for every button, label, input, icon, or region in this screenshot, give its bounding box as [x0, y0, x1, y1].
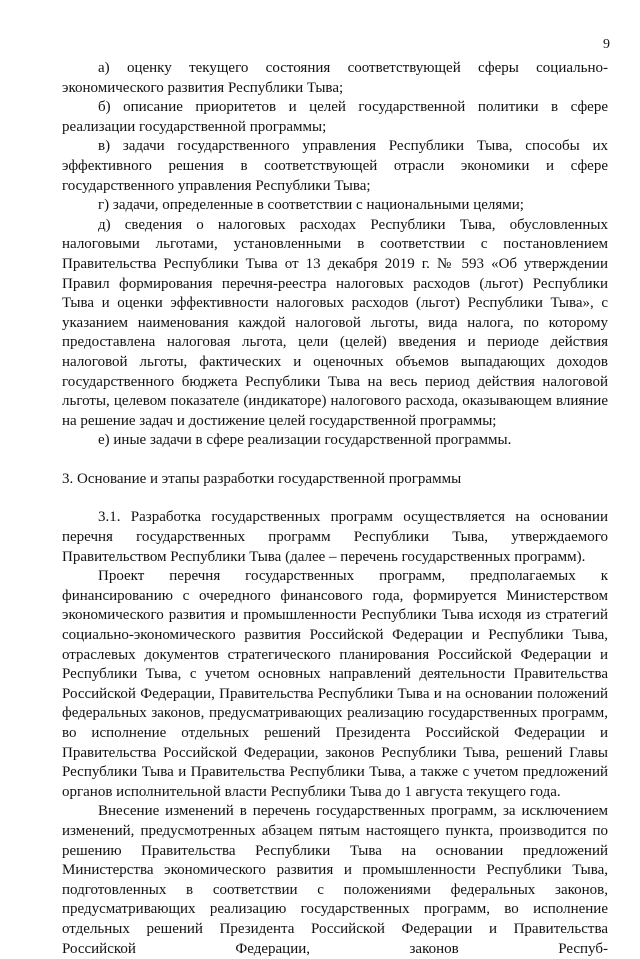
list-item-d: д) сведения о налоговых расходах Республики Тыва, обусловленных налоговыми льготами, установленными в соответствии с постановлением Правительства Республики Тыва от 13 декабря 2019 г. № 593 «Об утверждении Правил формирования перечня-реестра налоговых расходов (льгот) Республики Тыва и оценки эффективности налоговых расходов (льгот) Республики Тыва», с указанием наименования каждой налоговой льготы, вида налога, по которому предоставлена налоговая льгота, цели (целей) введения и периоде действия налоговой льготы, фактических и оценочных объемов выпадающих доходов государственного бюджета Республики Тыва на весь период действия налоговой льготы, целевом показателе (индикаторе) налогового расхода, оказывающем влияние на решение задач и достижение целей государственной программы; — [62, 216, 608, 429]
paragraph-amendments: Внесение изменений в перечень государственных программ, за исключением изменений, предусмотренных абзацем пятым настоящего пункта, производится по решению Правительства Республики Тыва на основании предложений Министерства экономического развития и промышленности Республики Тыва, подготовленных в соответствии с положениями федеральных законов, предусматривающих реализацию государственных программ, во исполнение отдельных решений Президента Российской Федерации и Правительства Российской Федерации, законов Респуб- — [62, 803, 608, 957]
list-item-g: г) задачи, определенные в соответствии с национальными целями; — [98, 197, 524, 214]
list-item-e: е) иные задачи в сфере реализации государственной программы. — [98, 432, 512, 449]
list-item-v: в) задачи государственного управления Республики Тыва, способы их эффективного решения в соответствующей отрасли экономики и сфере государственного управления Республики Тыва; — [62, 138, 608, 194]
list-item-b: б) описание приоритетов и целей государственной политики в сфере реализации государственной программы; — [62, 99, 608, 135]
section-heading: 3. Основание и этапы разработки государственной программы — [62, 470, 462, 487]
paragraph-project-list: Проект перечня государственных программ, предполагаемых к финансированию с очередного финансового года, формируется Министерством экономического развития и промышленности Республики Тыва исходя из стратегий социально-экономического развития Российской Федерации и Республики Тыва, отраслевых документов стратегического планирования Российской Федерации и Республики Тыва, с учетом основных направлений деятельности Правительства Российской Федерации, Правительства Республики Тыва и на основании положений федеральных законов, предусматривающих реализацию государственных программ, во исполнение отдельных решений Президента Российской Федерации и Правительства Российской Федерации, законов Республики Тыва, решений Главы Республики Тыва и Правительства Республики Тыва, а также с учетом предложений органов исполнительной власти Республики Тыва до 1 августа текущего года. — [62, 568, 608, 800]
list-item-a: а) оценку текущего состояния соответствующей сферы социально-экономического развития Республики Тыва; — [62, 60, 608, 96]
page-number: 9 — [603, 37, 610, 52]
paragraph-3-1: 3.1. Разработка государственных программ осуществляется на основании перечня государственных программ Республики Тыва, утверждаемого Правительством Республики Тыва (далее – перечень государственных программ). — [62, 509, 608, 565]
document-body — [62, 59, 608, 959]
